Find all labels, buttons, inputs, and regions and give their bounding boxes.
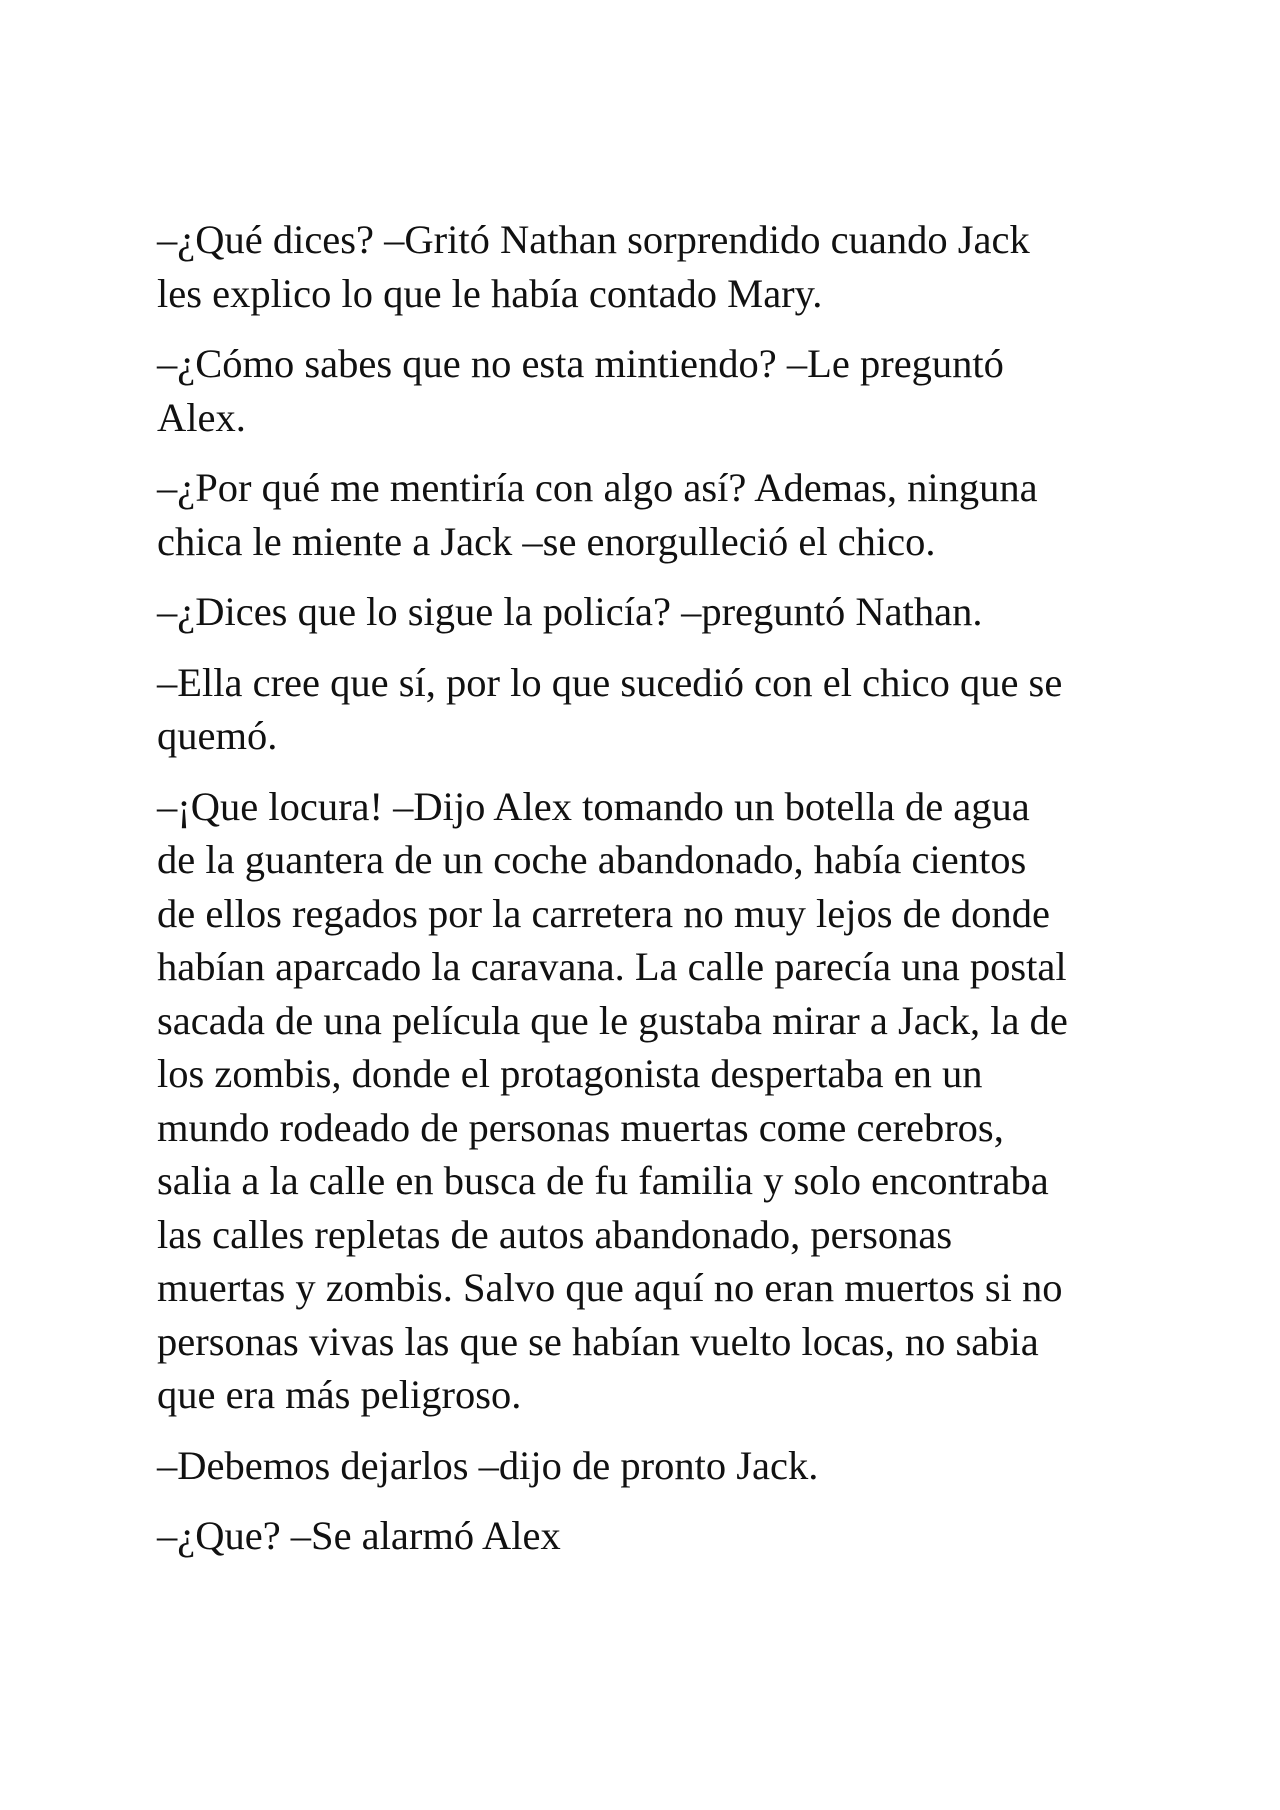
- paragraph-5: [157, 656, 1147, 763]
- text-line: que era más peligroso.: [157, 1372, 522, 1417]
- text-line: quemó.: [157, 713, 278, 758]
- text-line: –¡Que locura! –Dijo Alex tomando un botella de agua: [157, 783, 1030, 829]
- text-line: –Debemos dejarlos –dijo de pronto Jack.: [157, 1442, 819, 1488]
- text-line: –¿Qué dices? –Gritó Nathan sorprendido cuando Jack: [157, 217, 1030, 262]
- page-body: [157, 213, 1147, 1580]
- text-line: chica le miente a Jack –se enorgulleció el chico.: [157, 518, 936, 564]
- text-line: habían aparcado la caravana. La calle parecía una postal: [157, 944, 1067, 989]
- text-line: personas vivas las que se habían vuelto locas, no sabia: [157, 1318, 1039, 1364]
- text-line: de ellos regados por la carretera no muy lejos de donde: [157, 890, 1050, 936]
- paragraph-4: [157, 585, 1147, 639]
- text-line: las calles repletas de autos abandonado, personas: [157, 1211, 953, 1257]
- paragraph-2: [157, 337, 1147, 444]
- paragraph-3: [157, 461, 1147, 568]
- paragraph-7: [157, 1439, 1147, 1493]
- text-line: los zombis, donde el protagonista despertaba en un: [157, 1051, 983, 1096]
- paragraph-1: [157, 213, 1147, 320]
- text-line: sacada de una película que le gustaba mirar a Jack, la de: [157, 997, 1068, 1043]
- text-line: salia a la calle en busca de fu familia y solo encontraba: [157, 1158, 1049, 1203]
- text-line: Alex.: [157, 394, 246, 440]
- text-line: –Ella cree que sí, por lo que sucedió con el chico que se: [157, 659, 1063, 705]
- text-line: –¿Por qué me mentiría con algo así? Ademas, ninguna: [157, 465, 1038, 510]
- text-line: –¿Cómo sabes que no esta mintiendo? –Le preguntó: [157, 341, 1004, 386]
- text-line: –¿Que? –Se alarmó Alex: [157, 1513, 561, 1558]
- paragraph-8: [157, 1509, 1147, 1563]
- paragraph-6: [157, 780, 1147, 1422]
- text-line: les explico lo que le había contado Mary.: [157, 270, 823, 316]
- text-line: –¿Dices que lo sigue la policía? –preguntó Nathan.: [157, 589, 983, 634]
- text-line: de la guantera de un coche abandonado, había cientos: [157, 837, 1027, 882]
- text-line: muertas y zombis. Salvo que aquí no eran muertos si no: [157, 1265, 1063, 1310]
- text-line: mundo rodeado de personas muertas come cerebros,: [157, 1104, 1004, 1150]
